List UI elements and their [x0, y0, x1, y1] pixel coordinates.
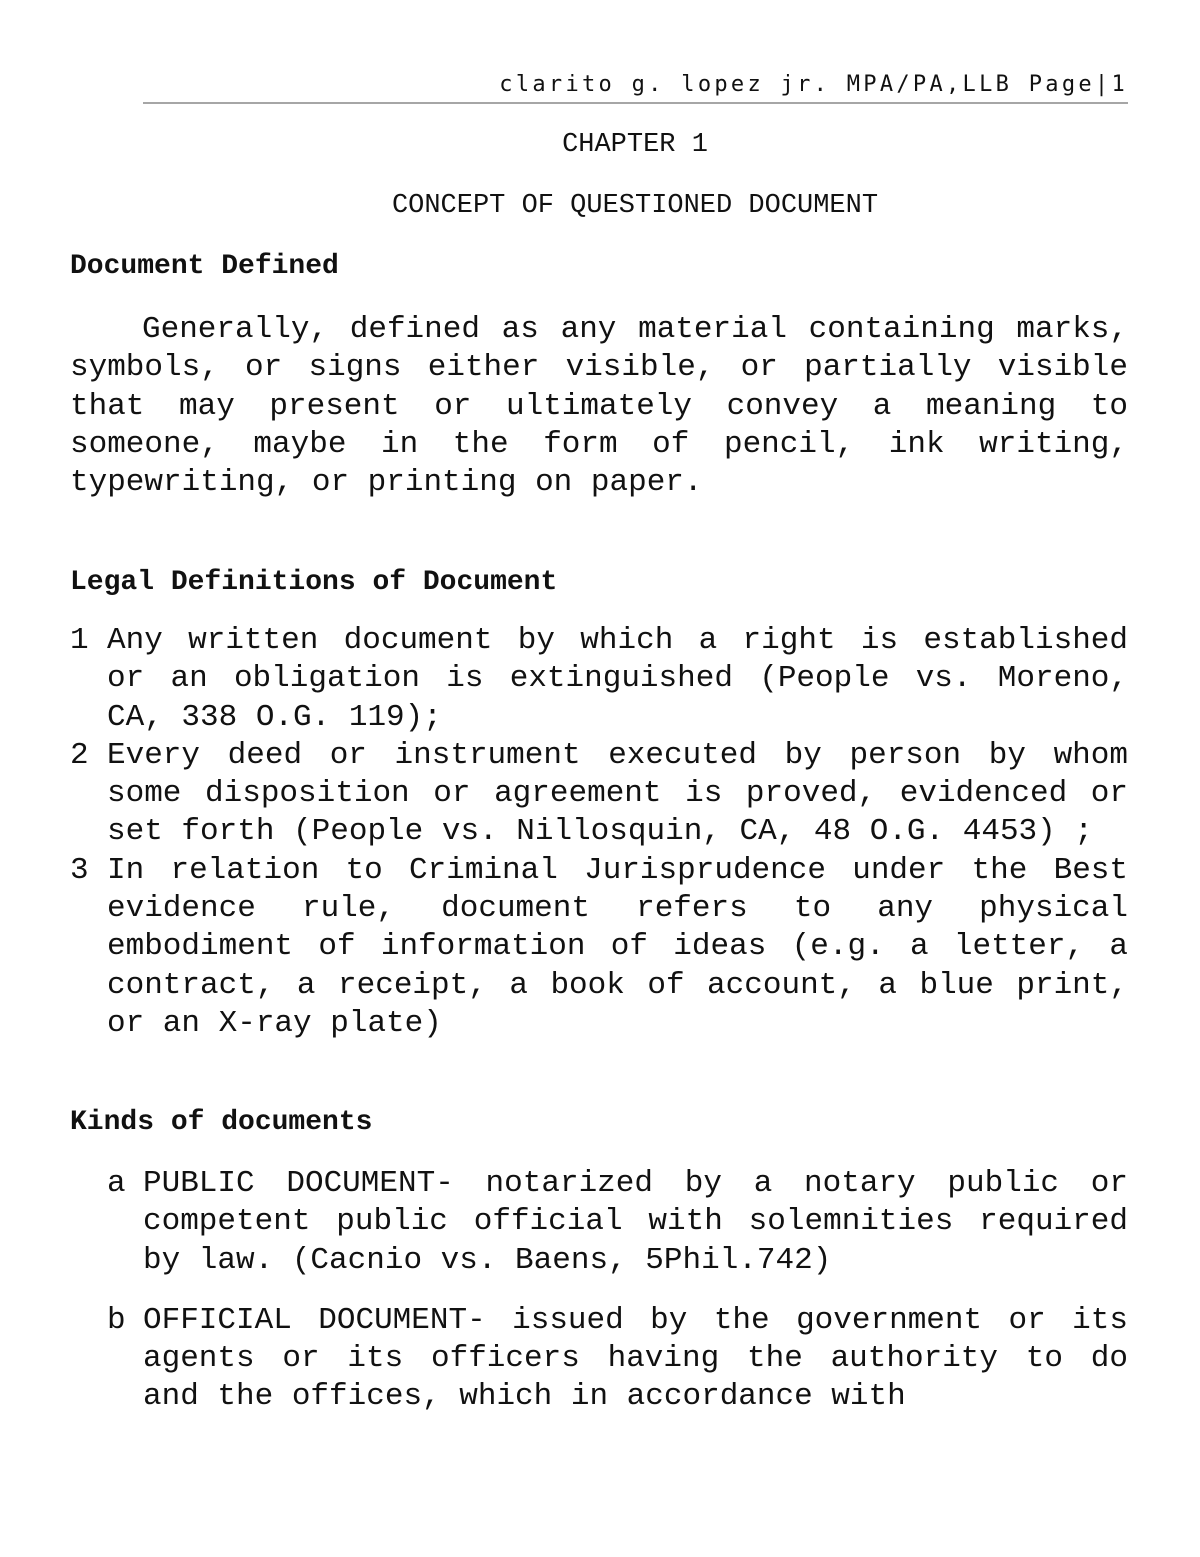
list-item [70, 622, 1128, 737]
list-item-text: In relation to Criminal Jurisprudence under the Best evidence rule, document refers to any physical embodiment of information of ideas (e.g. a letter, a contract, a receipt, a book of account, a blue print, or an X-ray plate) [107, 852, 1128, 1041]
legal-definitions-list [70, 622, 1128, 1043]
list-item [70, 737, 1128, 852]
list-item [107, 1302, 1128, 1417]
list-item-text: OFFICIAL DOCUMENT- issued by the government or its agents or its officers having the authority to do and the offices, which in accordance with [143, 1302, 1128, 1415]
list-item [70, 852, 1128, 1043]
kinds-list [107, 1165, 1128, 1439]
document-defined-heading: Document Defined [70, 251, 339, 282]
legal-definitions-heading: Legal Definitions of Document [70, 567, 558, 598]
chapter-number: CHAPTER 1 [562, 130, 708, 160]
list-item-number: 1 [70, 623, 89, 658]
list-item-number: 2 [70, 737, 89, 773]
document-defined-paragraph [70, 311, 1128, 502]
list-item-letter: a [107, 1166, 126, 1201]
kinds-heading: Kinds of documents [70, 1107, 373, 1138]
list-item-letter: b [107, 1302, 126, 1338]
list-item-text: PUBLIC DOCUMENT- notarized by a notary public or competent public official with solemnities required by law. (Cacnio vs. Baens, 5Phil.742) [143, 1166, 1128, 1278]
page-header: clarito g. lopez jr. MPA/PA,LLB Page|1 [143, 70, 1128, 104]
list-item-text: Every deed or instrument executed by person by whom some disposition or agreement is proved, evidenced or set forth (People vs. Nillosquin, CA, 48 O.G. 4453) ; [107, 737, 1128, 850]
list-item-text: Any written document by which a right is established or an obligation is extinguished (People vs. Moreno, CA, 338 O.G. 119); [107, 623, 1128, 735]
document-defined-text: Generally, defined as any material containing marks, symbols, or signs either visible, or partially visible that may present or ultimately convey a meaning to someone, maybe in the form of pencil, ink writing, typewriting, or printing on paper. [70, 312, 1128, 501]
chapter-title: CONCEPT OF QUESTIONED DOCUMENT [391, 191, 879, 221]
list-item [107, 1165, 1128, 1280]
list-item-number: 3 [70, 852, 89, 888]
